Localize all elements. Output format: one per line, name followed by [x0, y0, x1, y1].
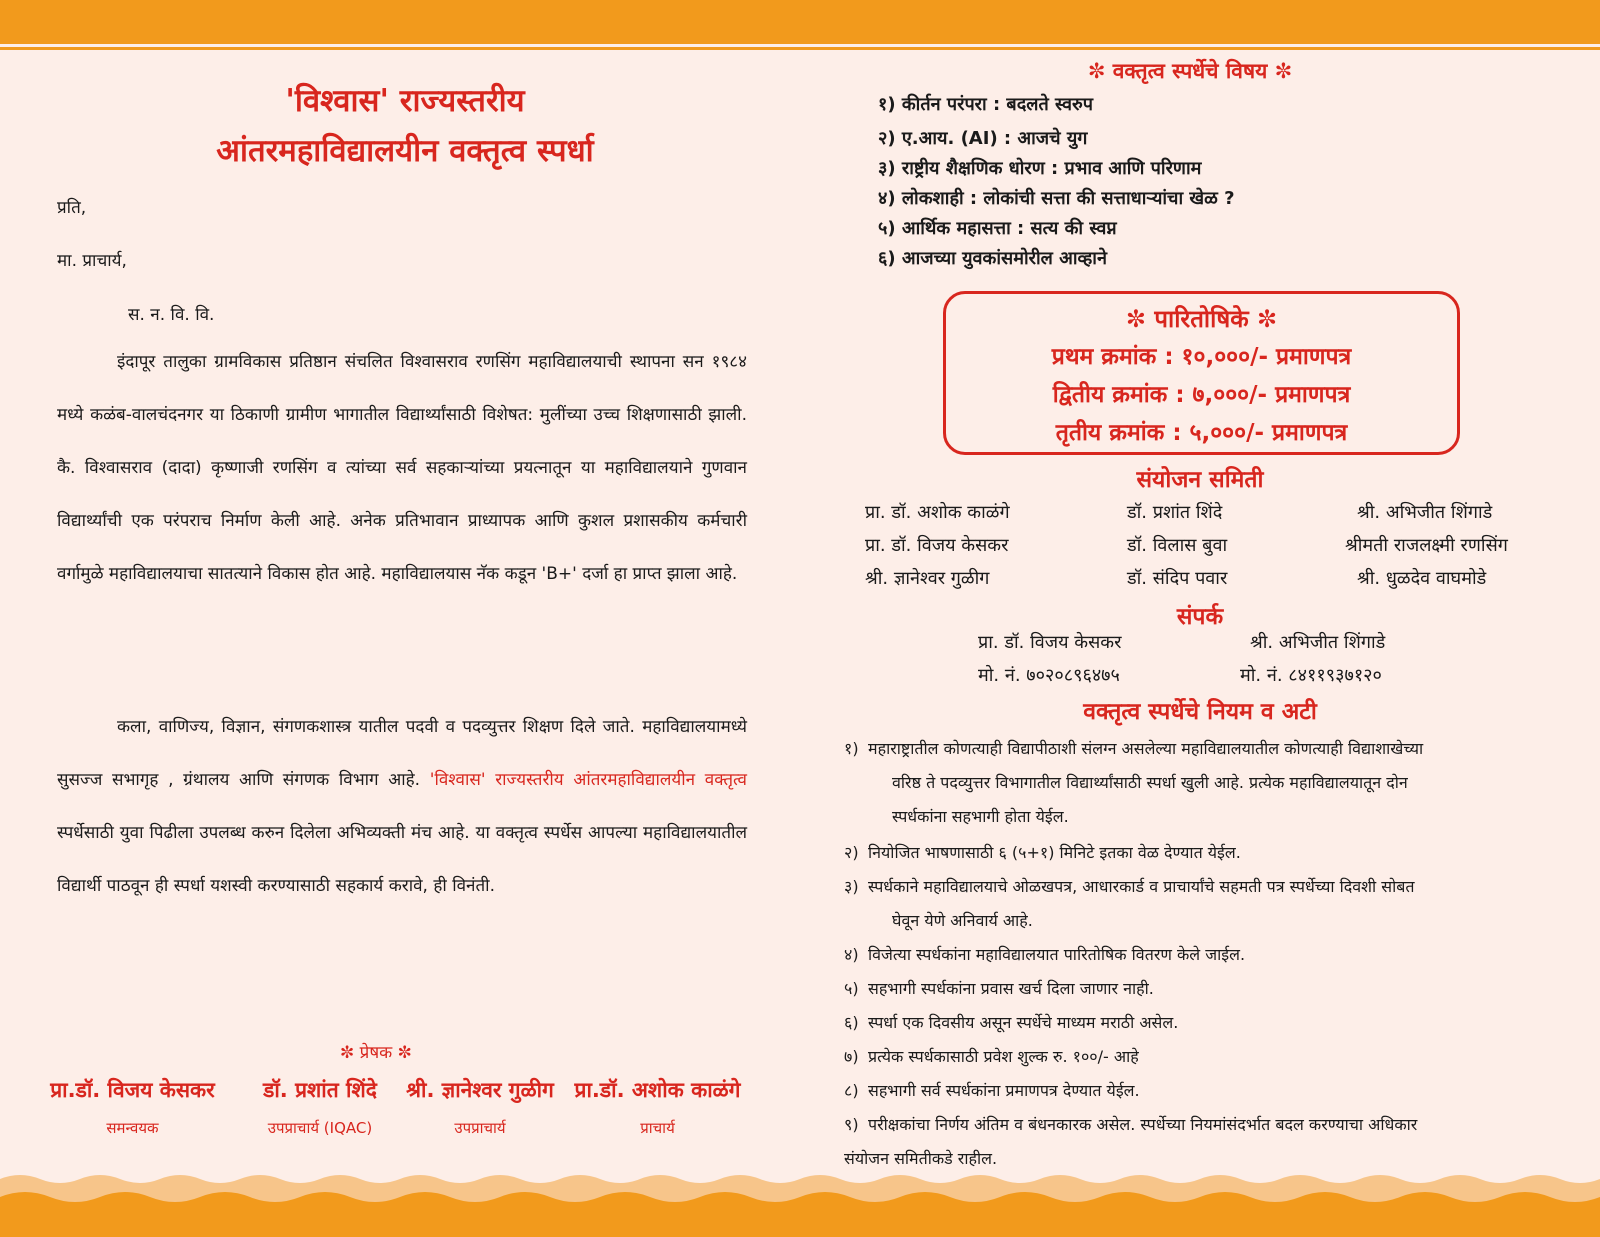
topic-item: २) ए.आय. (AI) : आजचे युग	[878, 128, 1088, 149]
competition-name-highlight: 'विश्वास' राज्यस्तरीय आंतरमहाविद्यालयीन वक्तृत्व	[429, 770, 747, 790]
salutation-greeting: स. न. वि. वि.	[128, 305, 215, 325]
top-band	[0, 0, 1600, 44]
rule-item	[844, 1074, 1564, 1108]
contact-phone: मो. नं. ८४११९३७१२०	[1240, 665, 1382, 686]
rule-item	[844, 972, 1564, 1006]
rule-number: ९)	[844, 1115, 859, 1134]
contact-name: प्रा. डॉ. विजय केसकर	[978, 632, 1122, 653]
closing-paragraph	[57, 701, 747, 913]
salutation-principal: मा. प्राचार्य,	[57, 251, 127, 271]
committee-member: श्री. ज्ञानेश्वर गुळीग	[865, 568, 990, 589]
prize-row: तृतीय क्रमांक : ५,०००/- प्रमाणपत्र	[1055, 420, 1348, 446]
closing-text-b: स्पर्धेसाठी युवा पिढीला उपलब्ध करुन दिलेला अभिव्यक्ती मंच आहे. या वक्तृत्व स्पर्धेस आपल्या महाविद्यालयातील विद्यार्थी पाठवून ही स्पर्धा यशस्वी करण्यासाठी सहकार्य करावे, ही विनंती.	[57, 823, 747, 896]
rule-text: सहभागी स्पर्धकांना प्रवास खर्च दिला जाणार नाही.	[868, 979, 1154, 998]
rule-number: ६)	[844, 1013, 859, 1032]
rule-number: २)	[844, 843, 859, 862]
rule-item	[844, 938, 1564, 972]
signer	[400, 1076, 560, 1138]
rule-item	[844, 1006, 1564, 1040]
rule-text: परीक्षकांचा निर्णय अंतिम व बंधनकारक असेल. स्पर्धेच्या नियमांसंदर्भात बदल करण्याचा अधिकार	[868, 1115, 1418, 1134]
committee-member: प्रा. डॉ. अशोक काळंगे	[865, 502, 1010, 523]
signer	[45, 1076, 220, 1138]
prize-row: प्रथम क्रमांक : १०,०००/- प्रमाणपत्र	[1051, 344, 1352, 370]
letter-title-line2: आंतरमहाविद्यालयीन वक्तृत्व स्पर्धा	[216, 133, 594, 169]
rule-text: प्रत्येक स्पर्धकासाठी प्रवेश शुल्क रु. १००/- आहे	[868, 1047, 1139, 1066]
committee-heading: संयोजन समिती	[1136, 467, 1264, 493]
topic-item: ६) आजच्या युवकांसमोरील आव्हाने	[878, 248, 1107, 269]
topic-item: १) कीर्तन परंपरा : बदलते स्वरुप	[878, 94, 1093, 115]
topic-item: ३) राष्ट्रीय शैक्षणिक धोरण : प्रभाव आणि परिणाम	[878, 158, 1202, 179]
topic-item: ५) आर्थिक महासत्ता : सत्य की स्वप्न	[878, 218, 1117, 239]
committee-member: डॉ. संदिप पवार	[1127, 568, 1228, 589]
contact-phone: मो. नं. ७०२०८९६४७५	[978, 665, 1120, 686]
salutation-to: प्रति,	[57, 198, 87, 218]
rule-number: ५)	[844, 979, 859, 998]
topics-heading: ✼ वक्तृत्व स्पर्धेचे विषय ✼	[1087, 59, 1293, 83]
contact-name: श्री. अभिजीत शिंगाडे	[1250, 632, 1386, 653]
committee-member: श्री. अभिजीत शिंगाडे	[1357, 502, 1493, 523]
rule-text: वरिष्ठ ते पदव्युत्तर विभागातील विद्यार्थ्यांसाठी स्पर्धा खुली आहे. प्रत्येक महाविद्यालयातून दोन	[892, 773, 1408, 792]
rule-number: ७)	[844, 1047, 859, 1066]
committee-member: प्रा. डॉ. विजय केसकर	[865, 535, 1009, 556]
rule-text: विजेत्या स्पर्धकांना महाविद्यालयात पारितोषिक वितरण केले जाईल.	[868, 945, 1246, 964]
signer-role: प्राचार्य	[640, 1119, 675, 1137]
rule-number: १)	[844, 739, 859, 758]
sender-heading: ✼ प्रेषक ✼	[340, 1043, 412, 1063]
rule-number: ८)	[844, 1081, 859, 1100]
rules-heading: वक्तृत्व स्पर्धेचे नियम व अटी	[1083, 699, 1317, 725]
closing-text-a: कला, वाणिज्य, विज्ञान, संगणकशास्त्र यातील पदवी व पदव्युत्तर शिक्षण दिले जाते. महाविद्यालयामध्ये सुसज्ज सभागृह , ग्रंथालय आणि संगणक विभाग आहे.	[57, 717, 747, 790]
rule-item	[844, 870, 1564, 938]
prize-row: द्वितीय क्रमांक : ७,०००/- प्रमाणपत्र	[1052, 382, 1351, 408]
signer-role: उपप्राचार्य	[454, 1119, 506, 1137]
intro-paragraph: इंदापूर तालुका ग्रामविकास प्रतिष्ठान संचलित विश्वासराव रणसिंग महाविद्यालयाची स्थापना सन १९८४ मध्ये कळंब-वालचंदनगर या ठिकाणी ग्रामीण भागातील विद्यार्थ्यांसाठी विशेषत: मुलींच्या उच्च शिक्षणासाठी झाली. कै. विश्वासराव (दादा) कृष्णाजी रणसिंग व त्यांच्या सर्व सहकाऱ्यांच्या प्रयत्नातून या महाविद्यालयाने गुणवान विद्यार्थ्यांची एक परंपराच निर्माण केली आहे. अनेक प्रतिभावान प्राध्यापक आणि कुशल प्रशासकीय कर्मचारी वर्गामुळे महाविद्यालयाचा सातत्याने विकास होत आहे. महाविद्यालयास नॅक कडून 'B+' दर्जा हा प्राप्त झाला आहे.	[57, 352, 747, 584]
rule-text: सहभागी सर्व स्पर्धकांना प्रमाणपत्र देण्यात येईल.	[868, 1081, 1140, 1100]
rule-text: महाराष्ट्रातील कोणत्याही विद्यापीठाशी संलग्न असलेल्या महाविद्यालयातील कोणत्याही विद्याशाखेच्या	[868, 739, 1424, 758]
signer-name: प्रा.डॉ. अशोक काळंगे	[574, 1078, 741, 1102]
rule-number: ४)	[844, 945, 859, 964]
committee-member: श्रीमती राजलक्ष्मी रणसिंग	[1345, 535, 1508, 556]
topic-item: ४) लोकशाही : लोकांची सत्ता की सत्ताधाऱ्यांचा खेळ ?	[878, 188, 1235, 209]
signer-name: प्रा.डॉ. विजय केसकर	[50, 1078, 215, 1102]
signer-role: उपप्राचार्य (IQAC)	[267, 1119, 373, 1137]
rule-text: नियोजित भाषणासाठी ६ (५+१) मिनिटे इतका वेळ देण्यात येईल.	[868, 843, 1241, 862]
rule-text: संयोजन समितीकडे राहील.	[844, 1149, 998, 1168]
rule-item	[844, 1040, 1564, 1074]
prizes-box	[943, 291, 1460, 455]
contact-heading: संपर्क	[1176, 604, 1224, 630]
signer	[250, 1076, 390, 1138]
committee-member: श्री. धुळदेव वाघमोडे	[1357, 568, 1487, 589]
rule-item	[844, 732, 1564, 834]
signer	[565, 1076, 750, 1138]
signer-name: डॉ. प्रशांत शिंदे	[263, 1078, 377, 1102]
committee-member: डॉ. विलास बुवा	[1127, 535, 1228, 556]
rule-item	[844, 836, 1564, 870]
prizes-heading: ✼ पारितोषिके ✼	[1125, 305, 1278, 333]
letter-title-line1: 'विश्वास' राज्यस्तरीय	[285, 83, 525, 119]
top-line	[0, 47, 1600, 50]
signer-role: समन्वयक	[106, 1119, 159, 1137]
rule-text: स्पर्धकांना सहभागी होता येईल.	[892, 807, 1069, 826]
committee-member: डॉ. प्रशांत शिंदे	[1127, 502, 1223, 523]
rule-text: स्पर्धकाने महाविद्यालयाचे ओळखपत्र, आधारकार्ड व प्राचार्यांचे सहमती पत्र स्पर्धेच्या दिवशी सोबत	[868, 877, 1415, 896]
rule-text: घेवून येणे अनिवार्य आहे.	[892, 911, 1033, 930]
rule-text: स्पर्धा एक दिवसीय असून स्पर्धेचे माध्यम मराठी असेल.	[868, 1013, 1179, 1032]
signer-name: श्री. ज्ञानेश्वर गुळीग	[406, 1078, 554, 1102]
rule-number: ३)	[844, 877, 859, 896]
rule-item	[844, 1108, 1564, 1176]
